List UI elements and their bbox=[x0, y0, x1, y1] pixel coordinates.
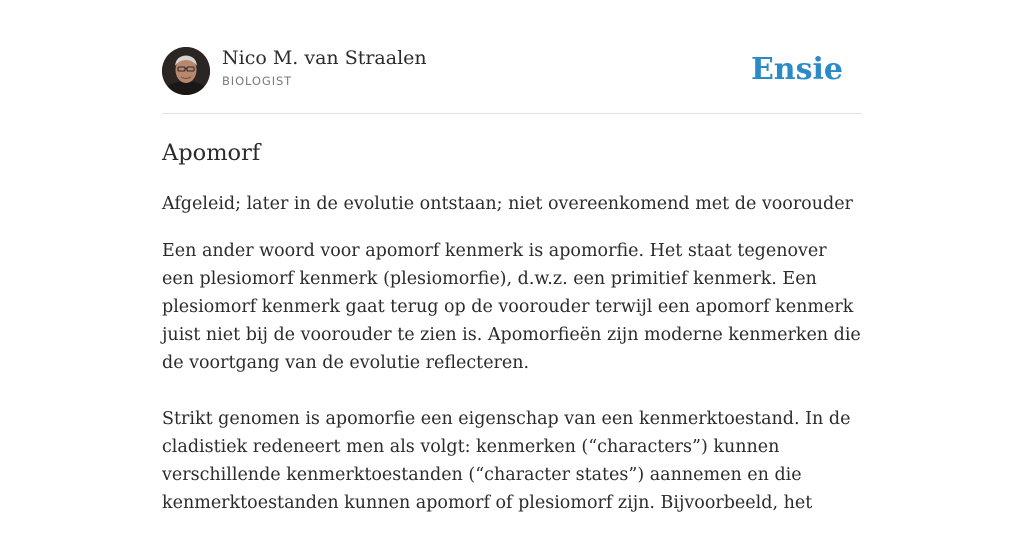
page-title: Apomorf bbox=[162, 140, 261, 166]
author-role: BIOLOGIST bbox=[222, 74, 293, 88]
definition-summary: Afgeleid; later in de evolutie ontstaan; niet overeenkomend met de voorouder bbox=[162, 194, 853, 214]
article-body bbox=[162, 237, 862, 545]
body-paragraph: Een ander woord voor apomorf kenmerk is apomorfie. Het staat tegenover een plesiomorf kenmerk (plesiomorfie), d.w.z. een primitief kenmerk. Een plesiomorf kenmerk gaat terug op de voorouder terwijl een apomorf kenmerk juist niet bij de voorouder te zien is. Apomorfieën zijn moderne kenmerken die de voortgang van de evolutie reflecteren. bbox=[162, 241, 861, 373]
author-name[interactable]: Nico M. van Straalen bbox=[222, 47, 427, 69]
article-page bbox=[162, 0, 862, 513]
brand-logo[interactable]: Ensie bbox=[750, 52, 843, 87]
body-paragraph: Strikt genomen is apomorfie een eigenschap van een kenmerktoestand. In de cladistiek redeneert men als volgt: kenmerken (“characters”) kunnen verschillende kenmerktoestanden (“character states”) aannemen en die kenmerktoestanden kunnen apomorf of plesiomorf zijn. Bijvoorbeeld, het bbox=[162, 409, 851, 513]
author-portrait-icon bbox=[162, 47, 210, 95]
author-avatar[interactable] bbox=[162, 47, 210, 95]
author-header bbox=[162, 0, 862, 114]
